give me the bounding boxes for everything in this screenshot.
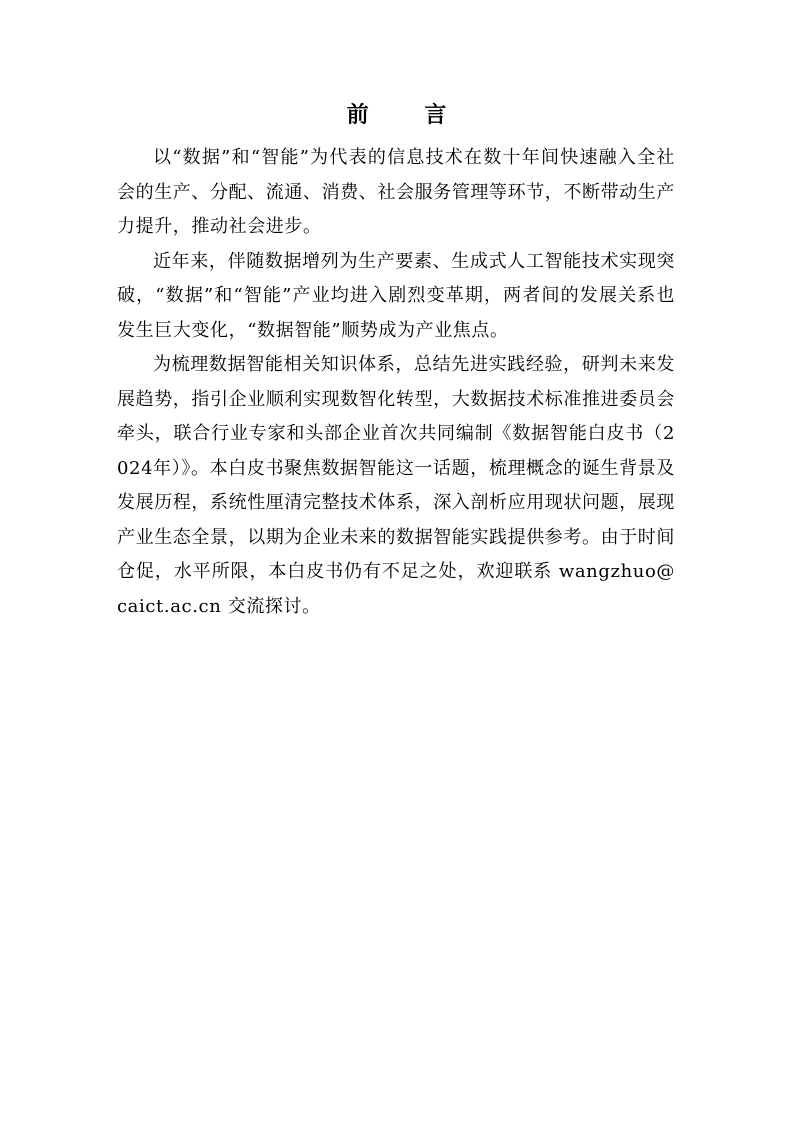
paragraph-2: 近年来，伴随数据增列为生产要素、生成式人工智能技术实现突破，“数据”和“智能”产业均进入剧烈变革期，两者间的发展关系也发生巨大变化，“数据智能”顺势成为产业焦点。 xyxy=(117,250,675,341)
preface-body xyxy=(117,141,675,624)
page-title: 前 言 xyxy=(346,103,471,128)
paragraph-1: 以“数据”和“智能”为代表的信息技术在数十年间快速融入全社会的生产、分配、流通、消费、社会服务管理等环节，不断带动生产力提升，推动社会进步。 xyxy=(117,147,675,237)
paragraph-3: 为梳理数据智能相关知识体系，总结先进实践经验，研判未来发展趋势，指引企业顺利实现数智化转型，大数据技术标准推进委员会牵头，联合行业专家和头部企业首次共同编制《数据智能白皮书（2024年）》。本白皮书聚焦数据智能这一话题，梳理概念的诞生背景及发展历程，系统性厘清完整技术体系，深入剖析应用现状问题，展现产业生态全景，以期为企业未来的数据智能实践提供参考。由于时间仓促，水平所限，本白皮书仍有不足之处，欢迎联系 wangzhuo@caict.ac.cn 交流探讨。 xyxy=(117,354,675,617)
